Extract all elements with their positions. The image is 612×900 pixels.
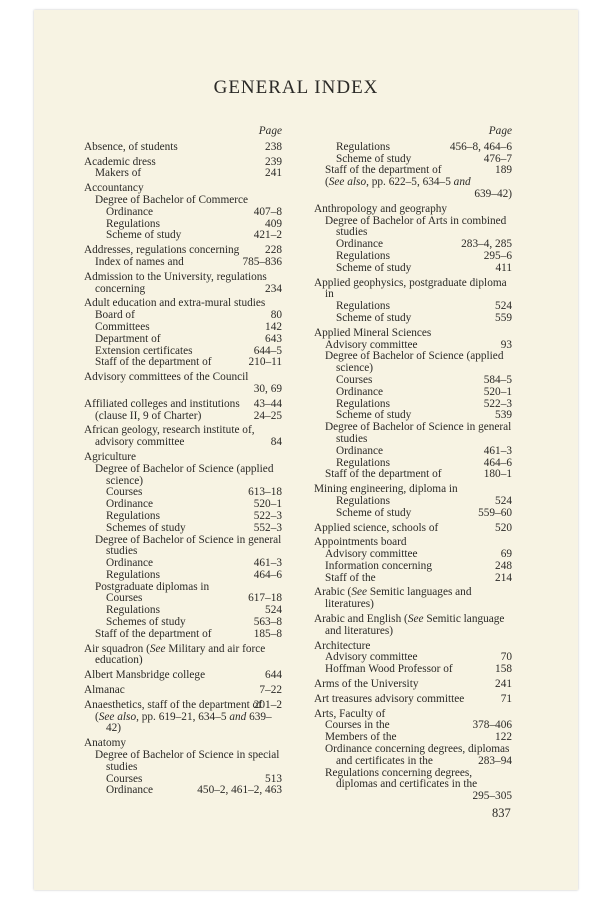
index-entry-pages: 80 [270,309,282,322]
index-entry-pages: 7–22 [259,684,282,697]
index-entry-pages: 552–3 [253,521,282,534]
index-entry-pages: 241 [265,167,282,180]
index-entry-pages: 522–3 [253,509,282,522]
index-entry-text: Advisory committee [325,651,418,664]
index-entry [84,644,282,668]
index-entry-pages: 613–18 [248,486,282,499]
index-entry-pages: 559–60 [478,506,512,519]
index-entry-pages: 520 [495,521,512,534]
index-entry-text: Degree of Bachelor of Science in general studies [95,533,282,558]
index-entry-text: Scheme of study [336,152,412,165]
index-entry-text: Members of the [325,731,397,744]
index-entry-text: Degree of Bachelor of Science (applied science) [95,462,274,487]
index-entry-pages: 378–406 [472,719,512,732]
index-entry-text: Committees [95,320,150,333]
index-entry-pages: 180–1 [483,468,512,481]
index-entry-pages: 283–94 [478,754,512,767]
index-entry [84,425,282,449]
index-entry-pages: 158 [495,663,512,676]
index-entry-pages: 93 [500,338,512,351]
index-entry-text: Scheme of study [336,261,412,274]
index-entry-text: Anthropology and geography [314,202,448,215]
index-entry-text: Courses in the [325,719,390,732]
index-entry [314,587,512,611]
index-entry-text: Makers of [95,167,142,180]
index-entry-text: Advisory committee [325,548,418,561]
index-entry [314,744,512,768]
index-entry-text: Arts, Faculty of [314,707,386,720]
index-entry-text: Applied science, schools of [314,521,439,534]
index-entry [314,679,512,691]
index-entry-text: Arabic (See Semitic languages and literatures) [314,586,472,611]
index-entry [84,685,282,697]
index-entry-text: Ordinance [336,444,384,457]
index-entry-text: Anatomy [84,737,127,750]
index-entry [314,177,512,201]
index-entry-text: Degree of Bachelor of Science in general studies [325,421,512,445]
index-entry-text: Almanac [84,684,125,697]
index-entry [314,216,512,240]
page-heading-right: Page [488,125,512,137]
index-entry [314,469,512,481]
index-entry-pages: 520–1 [483,385,512,398]
index-entry-text: Advisory committees of the Council [84,371,249,384]
index-entry-pages: 464–6 [253,568,282,581]
index-entry-pages: 214 [495,571,512,584]
index-entry-text: Ordinance concerning degrees, diplomas and certificates in the [325,743,510,767]
index-entry-text: Accountancy [84,182,144,195]
index-entry-text: Scheme of study [336,506,412,519]
index-entry [314,313,512,325]
index-entry-text: Department of [95,332,161,345]
index-entry-pages: 524 [495,494,512,507]
index-entry-pages: 84 [270,436,282,449]
index-entry-text: Regulations [106,604,160,617]
index-entry-text: Regulations [336,300,390,313]
index-entry-text: Addresses, regulations concerning [84,244,240,257]
index-entry-pages: 539 [495,409,512,422]
index-entry-text: Staff of the department of [95,627,212,640]
index-entry-pages: 520–1 [253,498,282,511]
index-entry-text: Applied Mineral Sciences [314,326,432,339]
index-entry-text: Index of names and [95,255,184,268]
index-entry-text: Ordinance [106,498,154,511]
index-entry-text: Regulations [336,456,390,469]
index-entry [84,629,282,641]
index-entry-pages: 785–836 [242,255,282,268]
index-entry-pages: 643 [265,332,282,345]
index-entry-text: (See also, pp. 622–5, 634–5 and [325,176,471,189]
index-entry-text: Adult education and extra-mural studies [84,297,266,310]
index-entry-text: Courses [106,592,143,605]
index-column-left [84,126,282,797]
index-entry [84,785,282,797]
index-entry [84,399,282,423]
index-entry-text: Postgraduate diplomas in [95,580,210,593]
index-entry-text: Scheme of study [106,229,182,242]
index-entry [314,508,512,520]
index-entry [84,168,282,180]
index-entry-pages: 210–11 [248,356,282,369]
index-entry-pages: 464–6 [483,456,512,469]
index-entry-pages: 584–5 [483,373,512,386]
index-entry-pages: 70 [500,651,512,664]
index-entry-pages: 283–4, 285 [461,238,512,251]
index-entry-text: Air squadron (See Military and air force education) [84,642,266,667]
index-entry-pages: 456–8, 464–6 [449,140,512,153]
index-entry-pages: 239 [265,155,282,168]
index-entry-pages: 450–2, 461–2, 463 [197,784,282,797]
index-entry [84,750,282,774]
index-entry-text: Degree of Bachelor of Arts in combined studies [325,214,507,239]
index-entry-pages: 421–2 [253,229,282,242]
index-entry [84,257,282,269]
index-entry-text: Albert Mansbridge college [84,669,206,682]
index-entry-text: Degree of Bachelor of Science (applied science) [325,350,504,375]
index-entry [84,272,282,296]
index-entry-text: Ordinance [336,385,384,398]
index-entry-pages: 71 [500,692,512,705]
index-entry-text: Affiliated colleges and institutions (clause II, 9 of Charter) [84,397,240,422]
index-entry-text: Scheme of study [336,311,412,324]
index-entry-pages: 513 [265,772,282,785]
index-entry-text: (See also, pp. 619–21, 634–5 and 639–42) [95,710,272,735]
index-entry-text: Staff of the department of [325,468,442,481]
index-entry-text: Courses [106,486,143,499]
index-entry-text: Anaesthetics, staff of the department of [84,698,262,711]
index-entry-pages: 234 [265,282,282,295]
index-entry-text: Ordinance [336,238,384,251]
index-entry-pages: 524 [495,300,512,313]
index-entry-text: Art treasures advisory committee [314,692,465,705]
index-entry-pages: 122 [495,731,512,744]
index-entry-text: Ordinance [106,784,154,797]
index-entry-pages: 238 [265,140,282,153]
index-entry-text: Schemes of study [106,616,186,629]
index-entry-text: Admission to the University, regulations concerning [84,270,267,295]
index-entry [84,230,282,242]
index-entry-text: Regulations [336,494,390,507]
index-entry-text: Applied geophysics, postgraduate diploma in [314,276,507,301]
index-entry [84,712,282,736]
index-entry-text: Arabic and English (See Semitic language and literatures) [314,613,505,637]
index-entry-pages: 524 [265,604,282,617]
index-entry-text: Mining engineering, diploma in [314,483,458,496]
index-entry-pages: 241 [495,678,512,691]
index-entry-text: Regulations [336,249,390,262]
index-entry-pages: 461–3 [483,444,512,457]
page-heading-left: Page [258,125,282,137]
page-number: 837 [492,806,511,820]
index-entry-text: Schemes of study [106,521,186,534]
index-entry-text: Board of [95,309,135,322]
index-entry-pages: 43–44 24–25 [253,397,282,422]
index-entry-pages: 295–6 [483,249,512,262]
index-entry [314,523,512,535]
index-entry-pages: 461–3 [253,557,282,570]
index-entry-text: Regulations [336,140,390,153]
index-entry-pages: 644 [265,669,282,682]
index-entry-pages: 69 [500,548,512,561]
index-entry-pages: 201–2 [253,698,282,711]
index-entry-text: Staff of the department of [95,356,212,369]
index-entry-pages: 295–305 [472,790,512,803]
index-entry-text: Absence, of students [84,140,178,153]
index-column-right [314,126,512,803]
index-entry-text: Regulations [106,568,160,581]
index-entry-text: Advisory committee [325,338,418,351]
index-entry-text: Architecture [314,639,371,652]
index-entry-pages: 559 [495,311,512,324]
index-entry-pages: 563–8 [253,616,282,629]
index-entry-pages: 30, 69 [253,382,282,395]
index-entry-text: African geology, research institute of, advisory committee [84,424,255,449]
page-title: GENERAL INDEX [213,77,379,98]
index-entry-pages: 142 [265,320,282,333]
index-entry-text: Arms of the University [314,678,419,691]
index-entry-text: Extension certificates [95,344,193,357]
index-entry [84,670,282,682]
index-entry-pages: 189 [495,164,512,177]
index-entry-pages: 639–42) [474,187,512,200]
index-entry-text: Degree of Bachelor of Science in special studies [95,749,280,773]
index-entry-pages: 409 [265,217,282,230]
index-entry-text: Courses [336,373,373,386]
index-entry [314,694,512,706]
index-entry [84,535,282,559]
index-entry-text: Degree of Bachelor of Commerce [95,193,249,206]
index-entry-text: Regulations [336,397,390,410]
index-entry-text: Staff of the [325,571,376,584]
index-entry-text: Regulations [106,509,160,522]
index-entry [314,263,512,275]
index-entry-pages: 228 [265,244,282,257]
index-entry-pages: 411 [495,261,512,274]
index-entry [84,357,282,369]
index-entry [84,372,282,396]
index-entry-pages: 248 [495,559,512,572]
index-entry [84,464,282,488]
index-entry [314,768,512,803]
index-entry-pages: 476–7 [483,152,512,165]
index-entry [314,614,512,638]
index-entry-text: Staff of the department of [325,164,442,177]
index-entry [314,664,512,676]
index-entry-text: Appointments board [314,536,407,549]
index-entry [84,142,282,154]
index-entry [314,573,512,585]
index-entry-text: Ordinance [106,205,154,218]
index-entry-pages: 644–5 [253,344,282,357]
index-entry-text: Ordinance [106,557,154,570]
index-entry-pages: 185–8 [253,627,282,640]
index-entry [314,351,512,375]
index-entry-text: Regulations [106,217,160,230]
index-entry-text: Courses [106,772,143,785]
index-entry-pages: 522–3 [483,397,512,410]
index-entry-pages: 407–8 [253,205,282,218]
index-entry-text: Agriculture [84,450,137,463]
index-entry-pages: 617–18 [248,592,282,605]
index-entry-text: Hoffman Wood Professor of [325,663,453,676]
index-entry-text: Scheme of study [336,409,412,422]
index-entry-text: Regulations concerning degrees, diplomas and certificates in the [325,766,478,791]
index-entry-text: Academic dress [84,155,156,168]
index-entry [314,278,512,302]
index-entry [314,422,512,446]
index-entry-text: Information concerning [325,559,432,572]
